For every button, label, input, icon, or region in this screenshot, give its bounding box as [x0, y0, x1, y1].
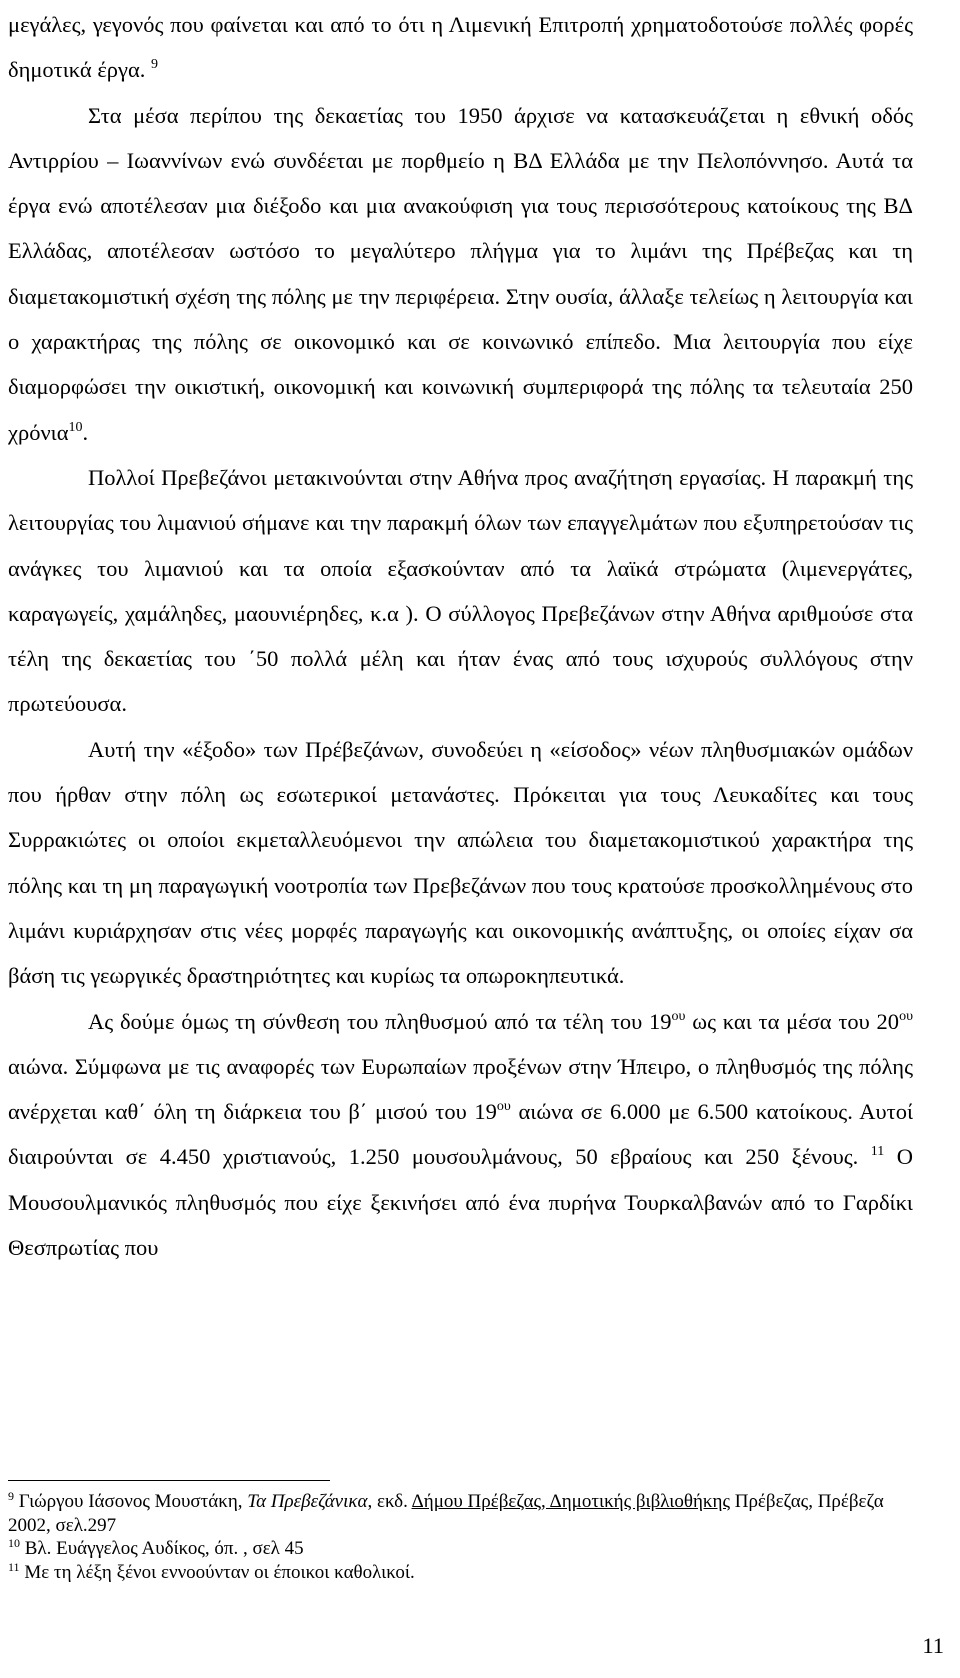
footnote-ref-11: 11 — [870, 1144, 885, 1160]
footnote-9-title: Τα Πρεβεζάνικα — [247, 1491, 368, 1512]
paragraph-5-text-2: ως και τα μέσα του 20 — [685, 1008, 900, 1034]
footnote-11-number: 11 — [8, 1559, 20, 1574]
paragraph-5 — [8, 999, 913, 1271]
paragraph-1 — [8, 2, 913, 93]
footnote-ref-9: 9 — [151, 57, 158, 73]
paragraph-4 — [8, 727, 913, 999]
footnote-11-text: Με τη λέξη ξένοι εννοούνταν οι έποικοι καθολικοί. — [19, 1561, 415, 1583]
footnote-9-author: Γιώργου Ιάσονος Μουστάκη, — [14, 1491, 248, 1512]
paragraph-2 — [8, 93, 913, 455]
paragraph-5-text-5: Ο Μουσουλμανικός πληθυσμός που είχε ξεκινήσει από ένα πυρήνα Τουρκαλβανών από το Γαρδίκι Θεσπρωτίας που — [8, 1144, 913, 1261]
footnote-divider — [8, 1480, 330, 1481]
paragraph-5-text-1: Ας δούμε όμως τη σύνθεση του πληθυσμού από τα τέλη του 19 — [88, 1008, 672, 1034]
paragraph-4-text: Αυτή την «έξοδο» των Πρέβεζάνων, συνοδεύει η «είσοδος» νέων πληθυσμιακών ομάδων που ήρθαν στην πόλη ως εσωτερικοί μετανάστες. Πρόκειται για τους Λευκαδίτες και τους Συρρακιώτες οι οποίοι εκμεταλλευόμενοι την απώλεια του διαμετακομιστικού χαρακτήρα της πόλης και τη μη παραγωγική νοοτροπία των Πρεβεζάνων που τους κρατούσε προσκολλημένους στο λιμάνι κυριάρχησαν στις νέες μορφές παραγωγής και οικονομικής ανάπτυξης, οι οποίες είχαν σα βάση τις γεωργικές δραστηριότητες και κυρίως τα οπωροκηπευτικά. — [8, 736, 913, 989]
paragraph-3 — [8, 455, 913, 727]
paragraph-5-text-3: αιώνα. Σύμφωνα με τις αναφορές των Ευρωπαίων προξένων στην Ήπειρο, ο πληθυσμός της πόλης ανέρχεται καθ΄ όλη τη διάρκεια του β΄ μισού του 19 — [8, 1053, 913, 1125]
paragraph-1-text: μεγάλες, γεγονός που φαίνεται και από το ότι η Λιμενική Επιτροπή χρηματοδοτούσε πολλές φορές δημοτικά έργα. — [8, 12, 913, 83]
paragraph-2-text: Στα μέσα περίπου της δεκαετίας του 1950 άρχισε να κατασκευάζεται η εθνική οδός Αντιρρίου – Ιωαννίνων ενώ συνδέεται με πορθμείο η ΒΔ Ελλάδα με την Πελοπόννησο. Αυτά τα έργα ενώ αποτέλεσαν μια διέξοδο και μια ανακούφιση για τους περισσότερους κατοίκους της ΒΔ Ελλάδας, αποτέλεσαν ωστόσο το μεγαλύτερο πλήγμα για το λιμάνι της Πρέβεζας και τη διαμετακομιστική σχέση της πόλης με την περιφέρεια. Στην ουσία, άλλαξε τελείως η λειτουργία και ο χαρακτήρας της πόλης σε οικονομικό και σε κοινωνικό επίπεδο. Μια λειτουργία που είχε διαμορφώσει την οικιστική, οικονομική και κοινωνική συμπεριφορά της πόλης τα τελευταία 250 χρόνια — [8, 102, 913, 445]
superscript-ou-1: ου — [671, 1008, 686, 1024]
footnote-9-number: 9 — [8, 1489, 14, 1503]
superscript-ou-3: ου — [496, 1099, 511, 1115]
footnote-9-tail: Πρέβεζας, Πρέβεζα 2002, σελ.297 — [8, 1491, 884, 1536]
footnote-11 — [8, 1561, 908, 1585]
paragraph-3-text: Πολλοί Πρεβεζάνοι μετακινούνται στην Αθήνα προς αναζήτηση εργασίας. Η παρακμή της λειτουργίας του λιμανιού σήμανε και την παρακμή όλων των επαγγελμάτων που εξυπηρετούσαν τις ανάγκες του λιμανιού και τα οποία εξασκούνταν από τα λαϊκά στρώματα (λιμενεργάτες, καραγωγείς, χαμάληδες, μαουνιέρηδες, κ.α ). Ο σύλλογος Πρεβεζάνων στην Αθήνα αριθμούσε στα τέλη της δεκαετίας του ΄50 πολλά μέλη και ήταν ένας από τους ισχυρούς συλλόγους στην πρωτεύουσα. — [8, 464, 913, 717]
footnote-10 — [8, 1537, 908, 1561]
paragraph-2-end: . — [82, 419, 89, 445]
footnote-10-text: Βλ. Ευάγγελος Αυδίκος, όπ. , σελ 45 — [20, 1538, 304, 1559]
superscript-ou-2: ου — [899, 1008, 913, 1024]
main-text — [8, 2, 913, 1270]
footnote-9 — [8, 1490, 908, 1537]
footnote-ref-10: 10 — [68, 419, 83, 435]
footnote-9-publisher: Δήμου Πρέβεζας, Δημοτικής βιβλιοθήκης — [411, 1491, 730, 1512]
footnotes — [8, 1490, 908, 1584]
page-number: 11 — [922, 1633, 944, 1658]
footnote-10-number: 10 — [8, 1536, 20, 1550]
footnote-9-edition: , εκδ. — [367, 1491, 412, 1512]
paragraph-5-text-4: αιώνα σε 6.000 με 6.500 κατοίκους. Αυτοί διαιρούνται σε 4.450 χριστιανούς, 1.250 μουσουλμάνους, 50 εβραίους και 250 ξένους. — [8, 1099, 913, 1170]
